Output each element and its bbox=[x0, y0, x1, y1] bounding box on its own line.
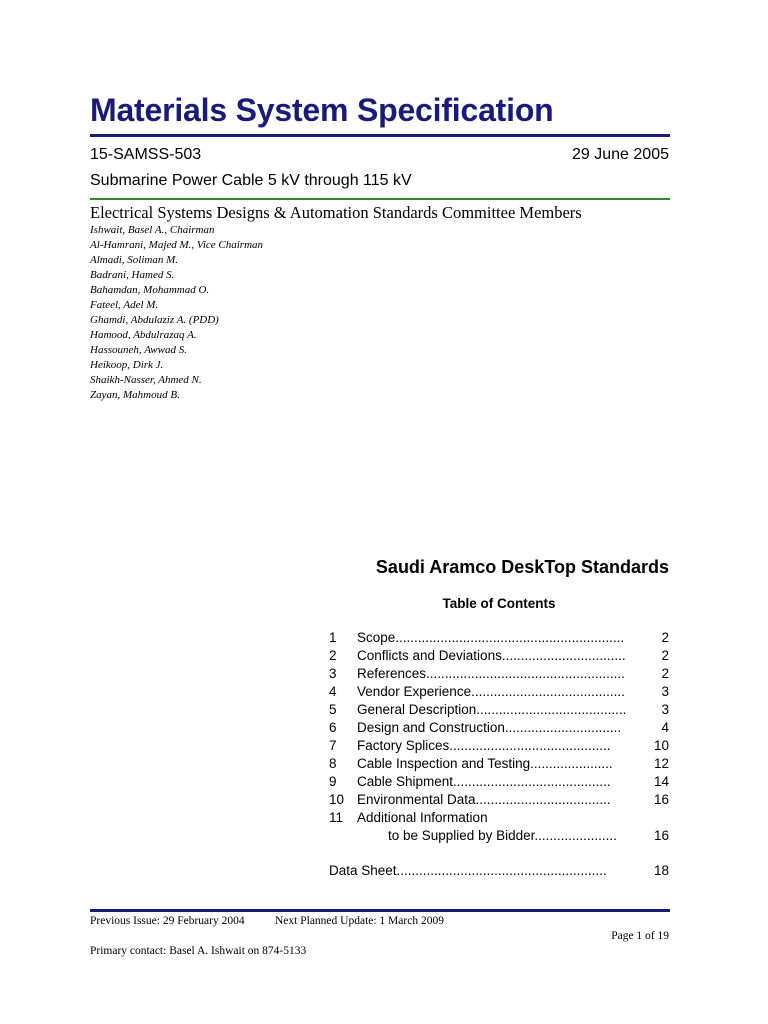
toc-heading: Table of Contents bbox=[442, 596, 556, 611]
toc-page-number: 10 bbox=[653, 738, 669, 753]
committee-member: Shaikh-Nasser, Ahmed N. bbox=[90, 374, 202, 386]
document-title: Materials System Specification bbox=[90, 92, 554, 128]
toc-page-number: 2 bbox=[661, 666, 669, 681]
toc-data-sheet-entry[interactable] bbox=[329, 862, 669, 880]
toc-entry[interactable] bbox=[329, 719, 669, 737]
toc-number: 1 bbox=[329, 630, 337, 645]
toc-number: 7 bbox=[329, 738, 337, 753]
toc-page-number: 16 bbox=[653, 792, 669, 807]
toc-number: 11 bbox=[329, 810, 344, 825]
toc-number: 3 bbox=[329, 666, 337, 681]
toc-entry[interactable] bbox=[329, 701, 669, 719]
toc-page-number: 2 bbox=[661, 630, 669, 645]
toc-entry-continuation[interactable] bbox=[329, 827, 669, 845]
committee-member: Al-Hamrani, Majed M., Vice Chairman bbox=[90, 239, 264, 251]
document-date: 29 June 2005 bbox=[572, 146, 669, 163]
committee-member-list bbox=[90, 223, 263, 403]
previous-issue: Previous Issue: 29 February 2004 bbox=[90, 915, 245, 927]
toc-label: Conflicts and Deviations................................. bbox=[357, 648, 626, 663]
title-divider bbox=[90, 134, 670, 137]
toc-label: References..................................................... bbox=[357, 666, 625, 681]
toc-entry[interactable] bbox=[329, 665, 669, 683]
committee-member: Zayan, Mahmoud B. bbox=[90, 389, 180, 401]
committee-member: Hassouneh, Awwad S. bbox=[90, 344, 187, 356]
toc-page-number: 3 bbox=[661, 702, 669, 717]
toc-page-number: 3 bbox=[661, 684, 669, 699]
subtitle-divider bbox=[90, 198, 670, 200]
toc-number: 10 bbox=[329, 792, 345, 807]
committee-member: Hamood, Abdulrazaq A. bbox=[90, 329, 197, 341]
toc-number: 4 bbox=[329, 684, 337, 699]
toc-number: 8 bbox=[329, 756, 337, 771]
toc-label: Cable Inspection and Testing...................... bbox=[357, 756, 613, 771]
committee-member: Almadi, Soliman M. bbox=[90, 254, 178, 266]
table-of-contents bbox=[329, 629, 669, 845]
toc-entry[interactable] bbox=[329, 809, 669, 827]
committee-member: Heikoop, Dirk J. bbox=[90, 359, 164, 371]
toc-page-number: 18 bbox=[653, 863, 669, 878]
toc-entry[interactable] bbox=[329, 683, 669, 701]
toc-page-number: 12 bbox=[653, 756, 669, 771]
toc-label: Data Sheet........................................................ bbox=[329, 863, 607, 878]
toc-number: 2 bbox=[329, 648, 337, 663]
toc-entry[interactable] bbox=[329, 791, 669, 809]
page-number: Page 1 of 19 bbox=[611, 930, 669, 942]
toc-page-number: 16 bbox=[653, 828, 669, 843]
next-planned-update: Next Planned Update: 1 March 2009 bbox=[275, 915, 444, 927]
toc-page-number: 2 bbox=[661, 648, 669, 663]
toc-number: 9 bbox=[329, 774, 337, 789]
committee-member: Bahamdan, Mohammad O. bbox=[90, 284, 210, 296]
toc-number: 6 bbox=[329, 720, 337, 735]
toc-page-number: 4 bbox=[661, 720, 669, 735]
toc-number: 5 bbox=[329, 702, 337, 717]
toc-label: Vendor Experience......................................... bbox=[357, 684, 625, 699]
committee-heading: Electrical Systems Designs & Automation Standards Committee Members bbox=[90, 203, 582, 222]
committee-member: Ghamdi, Abdulaziz A. (PDD) bbox=[90, 314, 219, 326]
toc-label: Factory Splices........................................... bbox=[357, 738, 611, 753]
committee-member: Ishwait, Basel A., Chairman bbox=[90, 224, 215, 236]
toc-entry[interactable] bbox=[329, 773, 669, 791]
toc-page-number: 14 bbox=[653, 774, 669, 789]
primary-contact: Primary contact: Basel A. Ishwait on 874-5133 bbox=[90, 945, 307, 957]
toc-label: Cable Shipment.......................................... bbox=[357, 774, 611, 789]
toc-label: Design and Construction............................... bbox=[357, 720, 622, 735]
footer-divider bbox=[90, 909, 670, 912]
standards-title: Saudi Aramco DeskTop Standards bbox=[375, 557, 669, 577]
toc-label: to be Supplied by Bidder...................... bbox=[388, 828, 617, 843]
toc-label: Scope............................................................. bbox=[357, 630, 625, 645]
toc-entry[interactable] bbox=[329, 755, 669, 773]
committee-member: Fateel, Adel M. bbox=[90, 299, 159, 311]
toc-label: Additional Information bbox=[357, 810, 488, 825]
toc-entry[interactable] bbox=[329, 737, 669, 755]
toc-entry[interactable] bbox=[329, 629, 669, 647]
document-subtitle: Submarine Power Cable 5 kV through 115 kV bbox=[90, 172, 412, 189]
toc-label: Environmental Data.................................... bbox=[357, 792, 611, 807]
toc-entry[interactable] bbox=[329, 647, 669, 665]
document-id: 15-SAMSS-503 bbox=[90, 146, 202, 163]
committee-member: Badrani, Hamed S. bbox=[90, 269, 175, 281]
toc-label: General Description........................................ bbox=[357, 702, 627, 717]
